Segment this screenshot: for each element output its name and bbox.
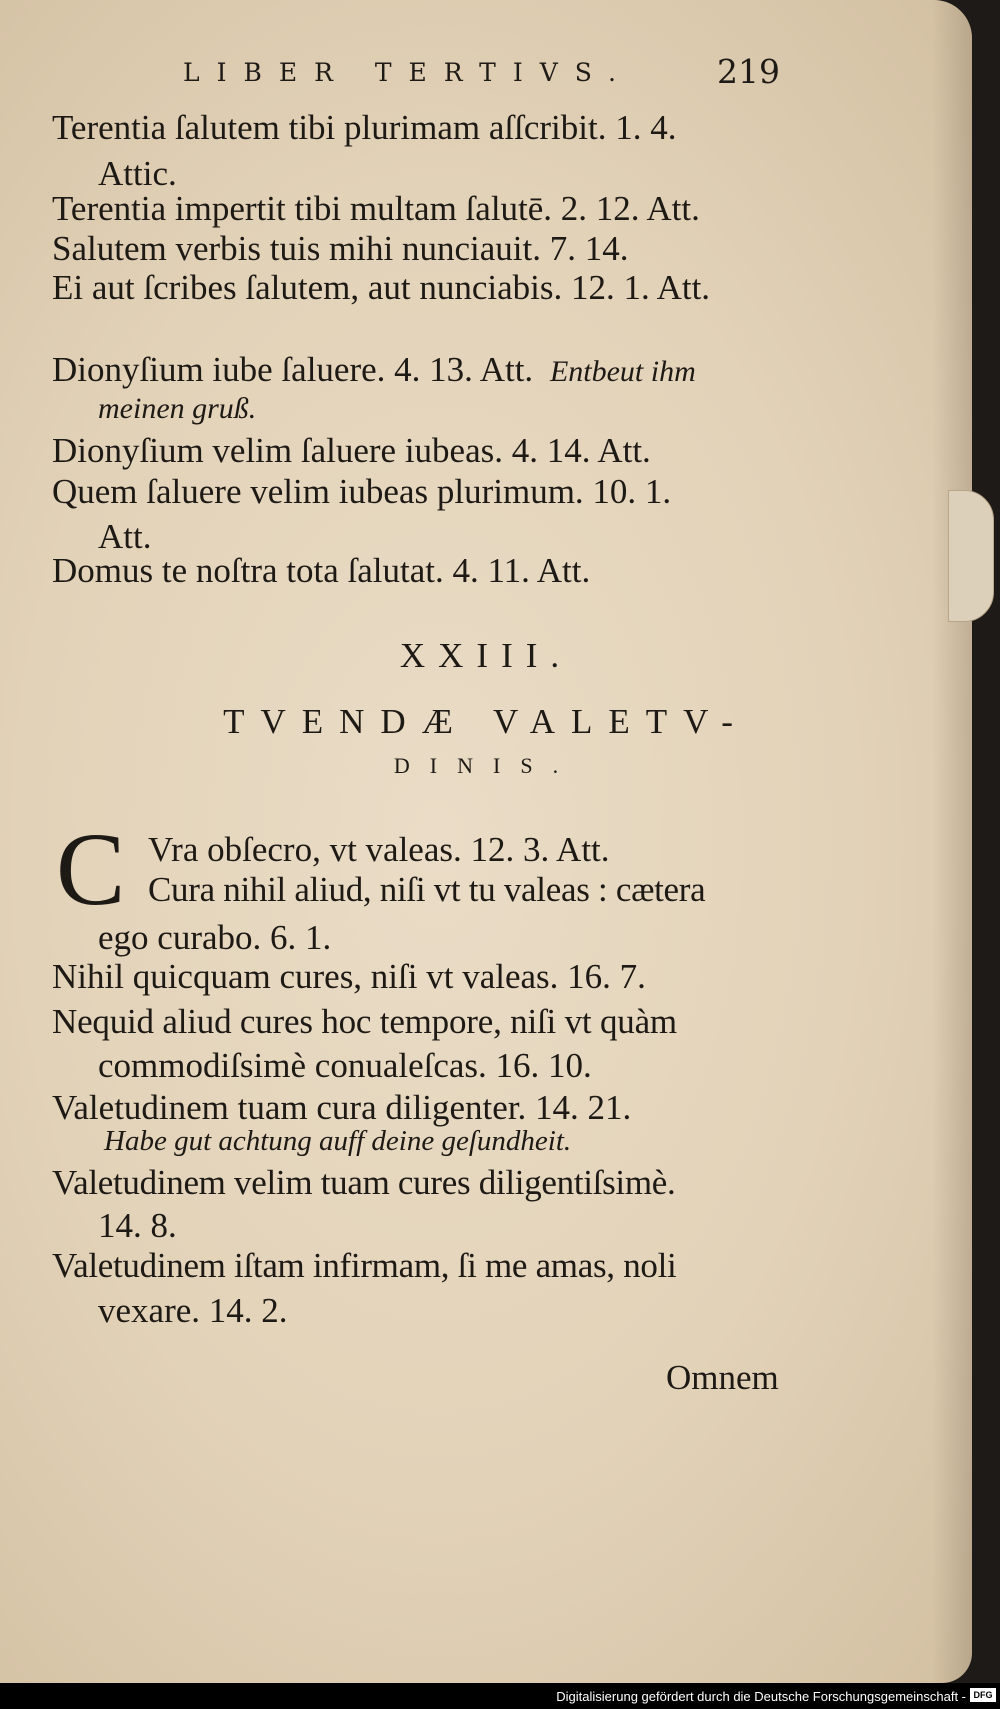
running-title: LIBER TERTIVS. (183, 58, 633, 87)
german-gloss: Habe gut achtung auff deine geſundheit. (104, 1125, 572, 1157)
text-line: Attic. (98, 154, 177, 193)
section-title-continued: DINIS. (393, 753, 579, 778)
german-gloss: meinen gruß. (98, 392, 257, 425)
footer-credit: Digitalisierung gefördert durch die Deutsche Forschungsgemeinschaft - (556, 1689, 966, 1704)
german-gloss: Entbeut ihm (549, 355, 696, 388)
text-line: Vra obſecro, vt valeas. 12. 3. Att. (148, 830, 610, 869)
dfg-logo: DFG (970, 1688, 996, 1702)
text-line: Nihil quicquam cures, niſi vt valeas. 16. 7. (52, 957, 646, 996)
drop-capital: C (56, 812, 126, 927)
text-line: vexare. 14. 2. (98, 1291, 288, 1330)
catchword: Omnem (666, 1358, 779, 1397)
latin-text: Dionyſium iube ſaluere. 4. 13. Att. (52, 350, 534, 389)
text-line: commodiſsimè conualeſcas. 16. 10. (98, 1046, 592, 1085)
text-line: Dionyſium velim ſaluere iubeas. 4. 14. Att. (52, 431, 651, 470)
footer-bar (0, 1683, 1000, 1709)
page-number: 219 (717, 52, 780, 91)
section-title: TVENDÆ VALETV- (223, 702, 749, 741)
text-line: Ei aut ſcribes ſalutem, aut nunciabis. 12. 1. Att. (52, 268, 711, 307)
section-numeral: XXIII. (399, 636, 573, 675)
text-line: Terentia ſalutem tibi plurimam aſſcribit. 1. 4. (52, 108, 677, 147)
text-line: Quem ſaluere velim iubeas plurimum. 10. 1. (52, 472, 672, 511)
text-line: Nequid aliud cures hoc tempore, niſi vt quàm (52, 1002, 677, 1041)
text-line: Salutem verbis tuis mihi nunciauit. 7. 14. (52, 229, 629, 268)
text-line: Att. (98, 517, 152, 556)
text-line: Cura nihil aliud, niſi vt tu valeas : cætera (148, 870, 706, 909)
text-line: 14. 8. (98, 1206, 177, 1245)
text-line: Valetudinem tuam cura diligenter. 14. 21. (52, 1088, 632, 1127)
text-line: ego curabo. 6. 1. (98, 918, 332, 957)
text-line (52, 352, 696, 387)
text-line: Domus te noſtra tota ſalutat. 4. 11. Att. (52, 551, 591, 590)
text-line: Terentia impertit tibi multam ſalutē. 2. 12. Att. (52, 189, 700, 228)
page-tab-marker (948, 490, 994, 622)
text-line: Valetudinem iſtam infirmam, ſi me amas, noli (52, 1246, 677, 1285)
text-line: Valetudinem velim tuam cures diligentiſsimè. (52, 1163, 676, 1202)
